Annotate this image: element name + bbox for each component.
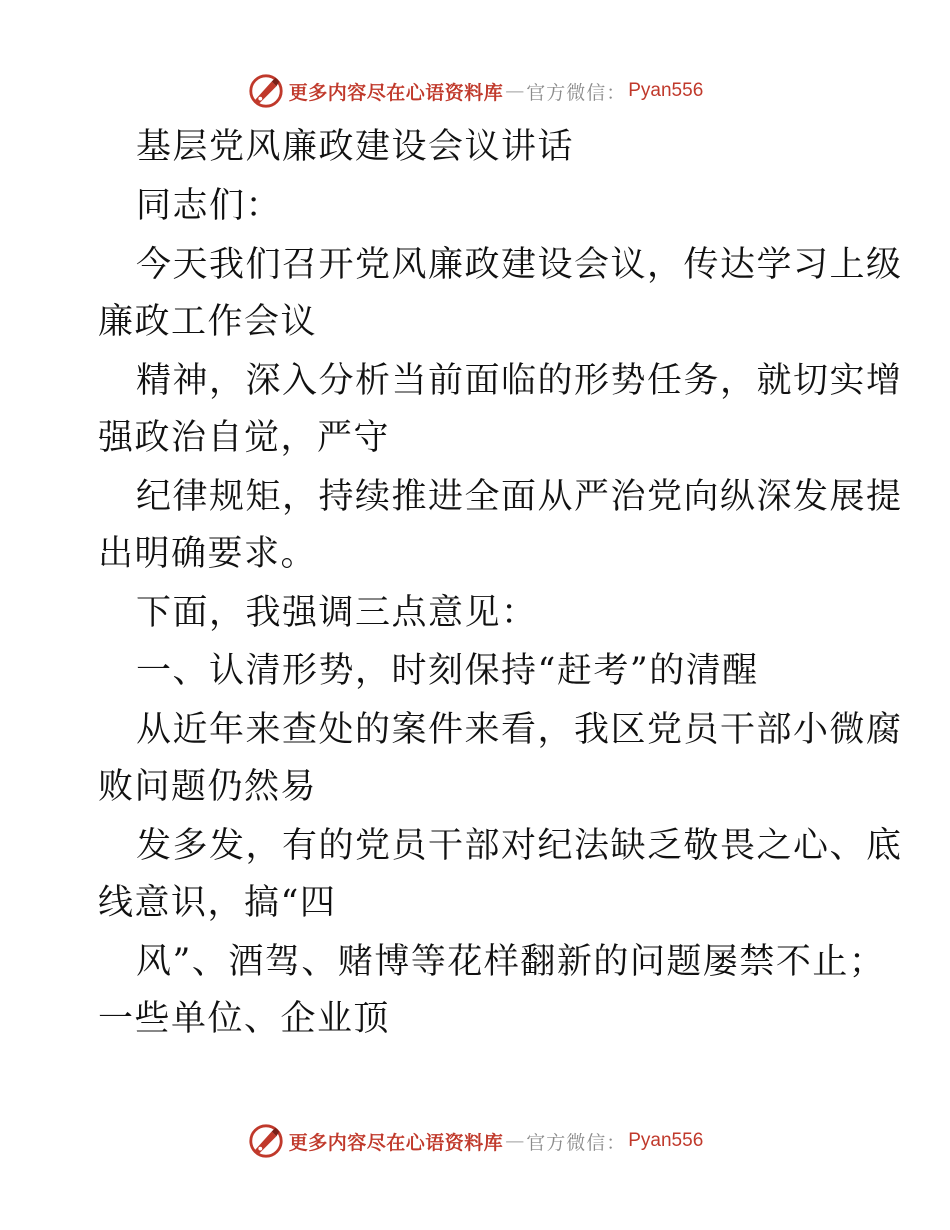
- salutation: 同志们：: [136, 186, 283, 226]
- paragraph-line: 强政治自觉，严守: [98, 418, 391, 458]
- banner-main-text: 更多内容尽在心语资料库: [288, 1131, 504, 1154]
- paragraph-line: 发多发，有的党员干部对纪法缺乏敬畏之心、底: [136, 826, 903, 866]
- paragraph-line: 风”、酒驾、赌博等花样翻新的问题屡禁不止；: [136, 942, 886, 982]
- paragraph-line: 一些单位、企业顶: [98, 999, 391, 1039]
- paragraph-line: 线意识，搞“四: [98, 883, 337, 923]
- paragraph-line: 精神，深入分析当前面临的形势任务，就切实增: [136, 361, 903, 401]
- banner-wechat-id: Pyan556: [628, 1130, 704, 1151]
- banner-wechat-label: 官方微信：: [526, 1131, 627, 1154]
- paragraph-line: 今天我们召开党风廉政建设会议，传达学习上级: [136, 245, 903, 285]
- banner-separator: —: [505, 1130, 525, 1152]
- paragraph-line: 从近年来查处的案件来看，我区党员干部小微腐: [136, 710, 903, 750]
- banner-wechat-id: Pyan556: [628, 80, 704, 101]
- paragraph-line: 廉政工作会议: [98, 302, 318, 342]
- section-heading: 一、认清形势，时刻保持“赶考”的清醒: [136, 651, 759, 691]
- footer-banner: [0, 1121, 950, 1161]
- banner-separator: —: [505, 80, 525, 102]
- paragraph-line: 下面，我强调三点意见：: [136, 593, 538, 633]
- paragraph-line: 出明确要求。: [98, 534, 318, 574]
- banner-wechat-label: 官方微信：: [526, 81, 627, 104]
- brand-logo-icon: [247, 1122, 285, 1160]
- paragraph-line: 纪律规矩，持续推进全面从严治党向纵深发展提: [136, 477, 903, 517]
- header-banner: [0, 71, 950, 111]
- banner-main-text: 更多内容尽在心语资料库: [288, 81, 504, 104]
- paragraph-line: 败问题仍然易: [98, 767, 318, 807]
- document-title: 基层党风廉政建设会议讲话: [136, 127, 575, 167]
- brand-logo-icon: [247, 72, 285, 110]
